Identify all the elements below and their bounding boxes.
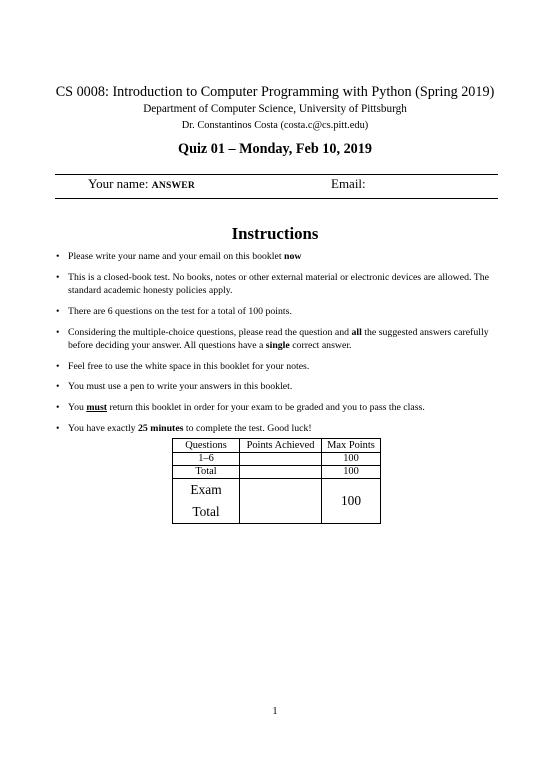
score-table <box>172 438 381 524</box>
table-cell-points[interactable] <box>240 466 322 479</box>
instruction-item: • You must use a pen to write your answers in this booklet. <box>55 380 500 393</box>
table-cell: 1–6 <box>173 453 240 466</box>
table-cell: 100 <box>322 479 381 524</box>
table-header: Questions <box>173 439 240 453</box>
name-field <box>88 176 195 192</box>
instruction-item: • This is a closed-book test. No books, notes or other external material or electronic devices are allowed. The standard academic honesty policies apply. <box>55 271 500 297</box>
instruction-item: • You must return this booklet in order for your exam to be graded and you to pass the class. <box>55 401 500 414</box>
table-header-row <box>173 439 381 453</box>
table-header: Points Achieved <box>240 439 322 453</box>
table-cell: Total <box>173 466 240 479</box>
name-label: Your name: <box>88 176 149 191</box>
department-line: Department of Computer Science, University of Pittsburgh <box>143 103 407 115</box>
bottom-rule <box>55 198 498 199</box>
quiz-title: Quiz 01 – Monday, Feb 10, 2019 <box>178 141 372 157</box>
instructions-list <box>55 250 500 443</box>
page-number: 1 <box>272 706 278 717</box>
table-cell: 100 <box>322 453 381 466</box>
instruction-item: • You have exactly 25 minutes to complete the test. Good luck! <box>55 422 500 435</box>
table-cell: Exam Total <box>173 479 240 524</box>
name-value: ANSWER <box>151 180 196 191</box>
instruction-item: • Feel free to use the white space in this booklet for your notes. <box>55 360 500 373</box>
top-rule <box>55 174 498 175</box>
table-cell-points[interactable] <box>240 479 322 524</box>
instructions-heading: Instructions <box>231 224 319 243</box>
instructor-line: Dr. Constantinos Costa (costa.c@cs.pitt.edu) <box>181 120 369 131</box>
table-row <box>173 466 381 479</box>
table-row <box>173 453 381 466</box>
table-row-exam-total <box>173 479 381 524</box>
table-cell-points[interactable] <box>240 453 322 466</box>
student-info-row <box>0 176 550 196</box>
course-title: CS 0008: Introduction to Computer Programming with Python (Spring 2019) <box>55 84 495 100</box>
instruction-item: • Please write your name and your email on this booklet now <box>55 250 500 263</box>
instruction-item: • There are 6 questions on the test for a total of 100 points. <box>55 305 500 318</box>
instruction-item: • Considering the multiple-choice questions, please read the question and all the suggested answers carefully before deciding your answer. All questions have a single correct answer. <box>55 326 500 352</box>
table-header: Max Points <box>322 439 381 453</box>
table-cell: 100 <box>322 466 381 479</box>
email-label: Email: <box>331 176 366 191</box>
